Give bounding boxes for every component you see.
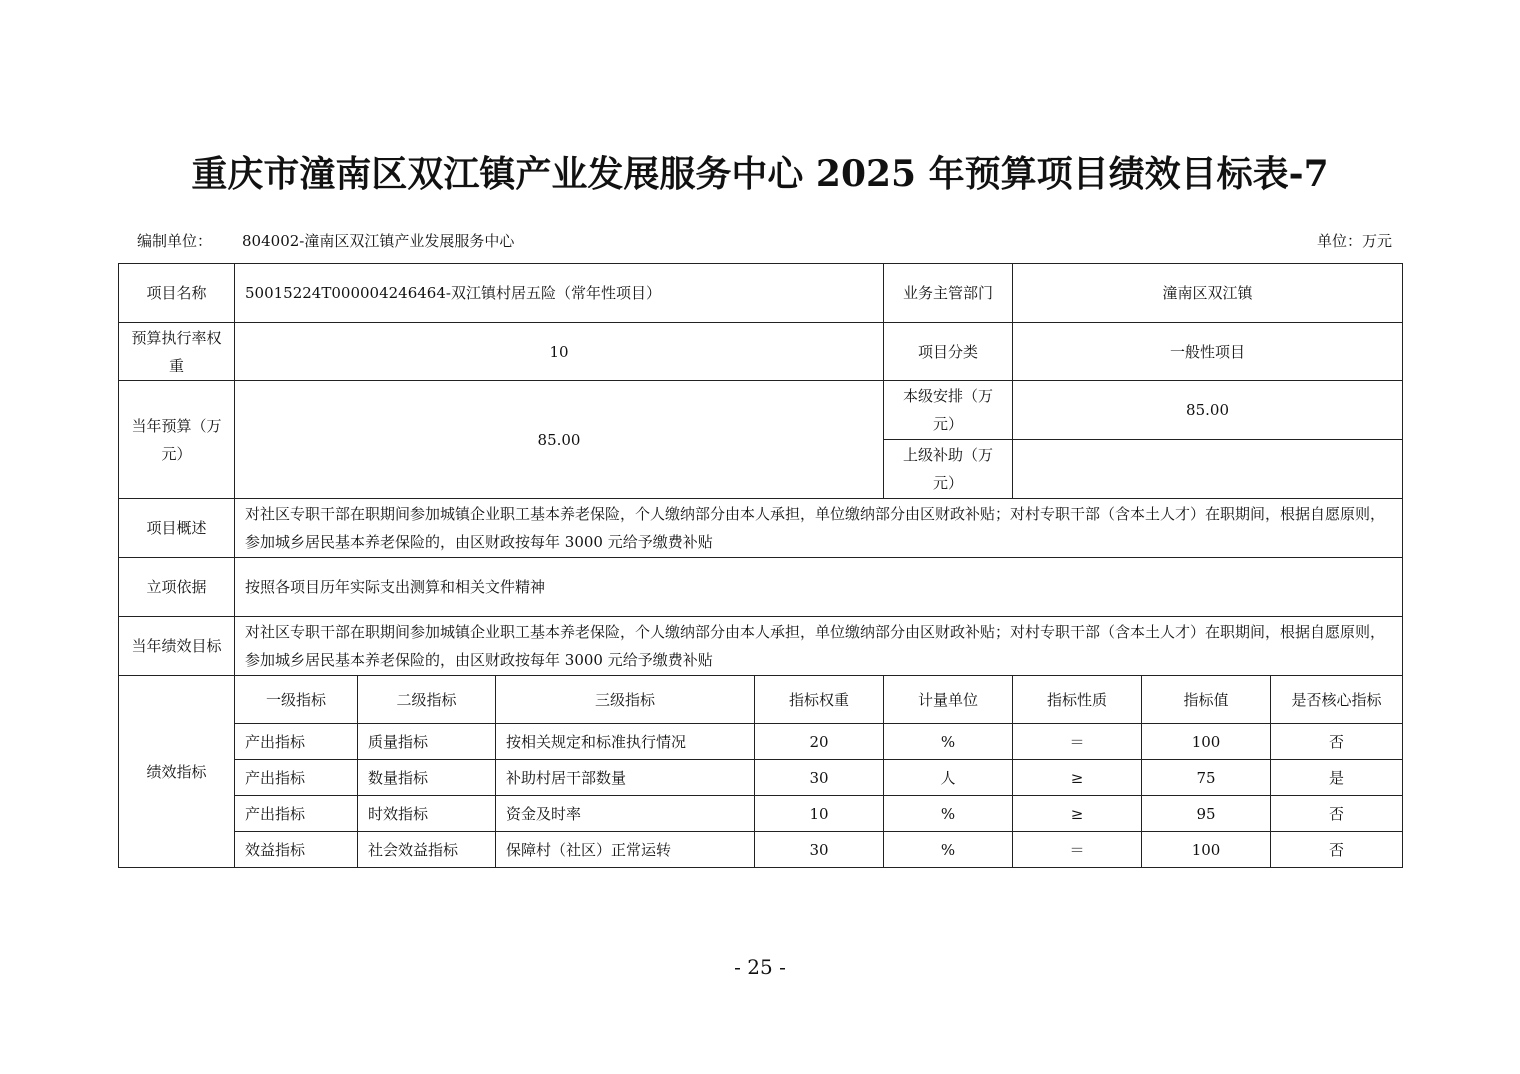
basis-value: 按照各项目历年实际支出测算和相关文件精神 <box>235 558 1403 617</box>
overview-value: 对社区专职干部在职期间参加城镇企业职工基本养老保险，个人缴纳部分由本人承担，单位缴纳部分由区财政补贴；对村专职干部（含本土人才）在职期间，根据自愿原则，参加城乡居民基本养老保险的，由区财政按每年 3000 元给予缴费补贴 <box>235 499 1403 558</box>
compiling-unit-label: 编制单位： <box>137 232 213 250</box>
weight-label: 预算执行率权重 <box>119 323 235 381</box>
level1-cell: 产出指标 <box>235 796 358 832</box>
level3-cell: 资金及时率 <box>496 796 755 832</box>
level3-cell: 补助村居干部数量 <box>496 760 755 796</box>
compiling-unit <box>137 230 514 251</box>
category-label: 项目分类 <box>884 323 1013 381</box>
indicator-row <box>119 760 1403 796</box>
indicator-header: 是否核心指标 <box>1271 676 1403 724</box>
budget-label: 当年预算（万元） <box>119 381 235 499</box>
indicator-row <box>119 796 1403 832</box>
indicator-header: 指标性质 <box>1013 676 1142 724</box>
level3-cell: 保障村（社区）正常运转 <box>496 832 755 868</box>
weight-value: 10 <box>235 323 884 381</box>
basis-label: 立项依据 <box>119 558 235 617</box>
level2-cell: 数量指标 <box>358 760 496 796</box>
level1-cell: 产出指标 <box>235 724 358 760</box>
upper-subsidy-label: 上级补助（万元） <box>884 440 1013 499</box>
project-name-label: 项目名称 <box>119 264 235 323</box>
indicator-row <box>119 832 1403 868</box>
value-cell: 100 <box>1142 724 1271 760</box>
indicators-label: 绩效指标 <box>119 676 235 868</box>
local-budget-value: 85.00 <box>1013 381 1403 440</box>
nature-cell: ≥ <box>1013 760 1142 796</box>
indicator-row <box>119 724 1403 760</box>
page-title: 重庆市潼南区双江镇产业发展服务中心 2025 年预算项目绩效目标表-7 <box>191 153 1329 195</box>
nature-cell: ＝ <box>1013 832 1142 868</box>
level2-cell: 质量指标 <box>358 724 496 760</box>
project-name-value: 50015224T000004246464-双江镇村居五险（常年性项目） <box>235 264 884 323</box>
weight-cell: 20 <box>755 724 884 760</box>
indicator-header: 二级指标 <box>358 676 496 724</box>
currency-unit: 单位：万元 <box>1316 232 1392 250</box>
goal-label: 当年绩效目标 <box>119 617 235 676</box>
unit-cell: % <box>884 796 1013 832</box>
level3-cell: 按相关规定和标准执行情况 <box>496 724 755 760</box>
weight-cell: 30 <box>755 832 884 868</box>
compiling-unit-value: 804002-潼南区双江镇产业发展服务中心 <box>242 232 515 250</box>
level2-cell: 时效指标 <box>358 796 496 832</box>
core-cell: 否 <box>1271 832 1403 868</box>
upper-subsidy-value <box>1013 440 1403 499</box>
unit-cell: % <box>884 724 1013 760</box>
page-number: - 25 - <box>734 955 786 979</box>
unit-cell: 人 <box>884 760 1013 796</box>
weight-cell: 10 <box>755 796 884 832</box>
nature-cell: ≥ <box>1013 796 1142 832</box>
indicator-header: 指标权重 <box>755 676 884 724</box>
level1-cell: 产出指标 <box>235 760 358 796</box>
level1-cell: 效益指标 <box>235 832 358 868</box>
core-cell: 否 <box>1271 724 1403 760</box>
value-cell: 100 <box>1142 832 1271 868</box>
value-cell: 95 <box>1142 796 1271 832</box>
category-value: 一般性项目 <box>1013 323 1403 381</box>
indicator-header: 指标值 <box>1142 676 1271 724</box>
local-budget-label: 本级安排（万元） <box>884 381 1013 440</box>
unit-cell: % <box>884 832 1013 868</box>
budget-value: 85.00 <box>235 381 884 499</box>
dept-label: 业务主管部门 <box>884 264 1013 323</box>
weight-cell: 30 <box>755 760 884 796</box>
dept-value: 潼南区双江镇 <box>1013 264 1403 323</box>
goal-value: 对社区专职干部在职期间参加城镇企业职工基本养老保险，个人缴纳部分由本人承担，单位缴纳部分由区财政补贴；对村专职干部（含本土人才）在职期间，根据自愿原则，参加城乡居民基本养老保险的，由区财政按每年 3000 元给予缴费补贴 <box>235 617 1403 676</box>
core-cell: 是 <box>1271 760 1403 796</box>
indicator-header: 三级指标 <box>496 676 755 724</box>
performance-table <box>118 263 1403 868</box>
nature-cell: ＝ <box>1013 724 1142 760</box>
level2-cell: 社会效益指标 <box>358 832 496 868</box>
core-cell: 否 <box>1271 796 1403 832</box>
overview-label: 项目概述 <box>119 499 235 558</box>
indicator-header: 计量单位 <box>884 676 1013 724</box>
indicator-header: 一级指标 <box>235 676 358 724</box>
value-cell: 75 <box>1142 760 1271 796</box>
